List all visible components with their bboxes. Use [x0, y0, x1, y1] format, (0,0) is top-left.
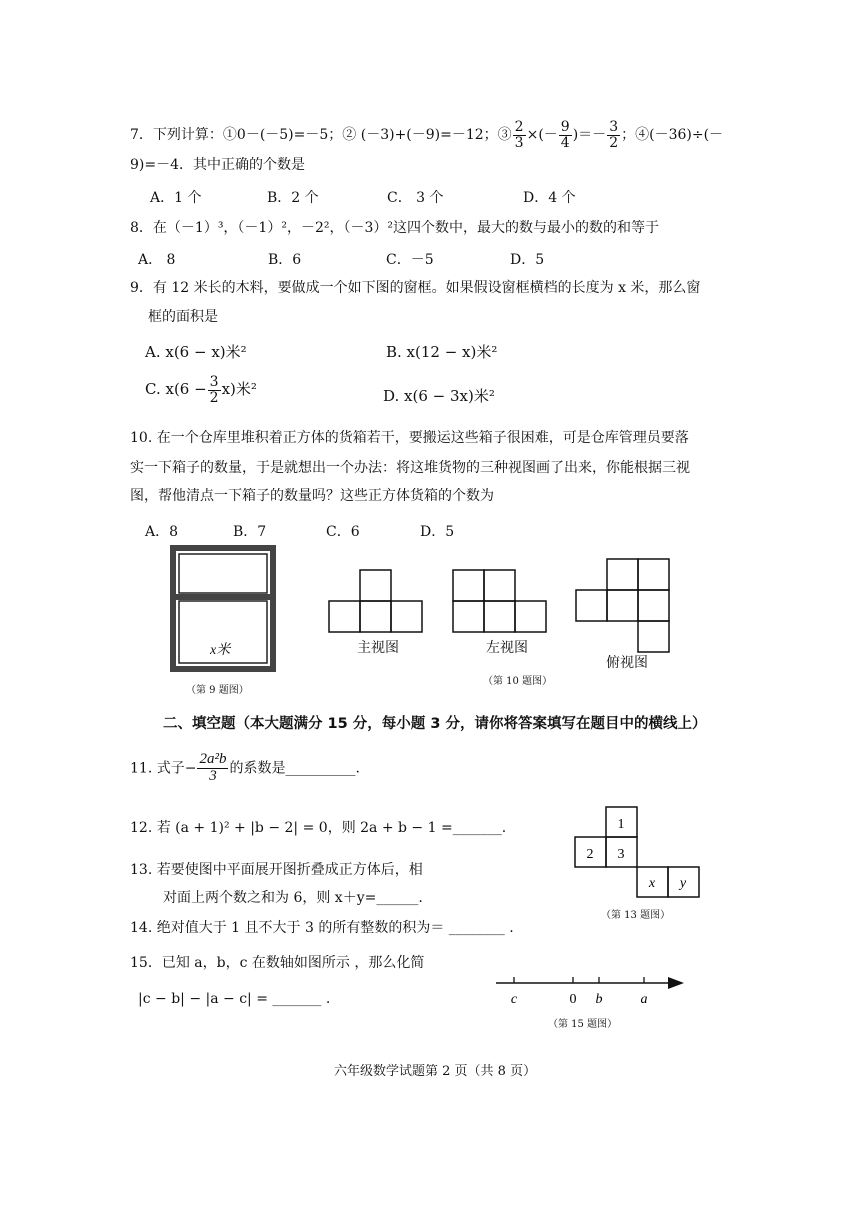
q8-option-b: B．6 [268, 252, 302, 268]
number-line-label-c: c [510, 992, 518, 1007]
section2-title: 二、填空题（本大题满分 15 分，每小题 3 分，请你将答案填写在题目中的横线上） [163, 716, 707, 732]
front-view-figure [328, 568, 426, 634]
q7-option-d: D．4 个 [523, 190, 576, 206]
q8-option-d: D．5 [510, 252, 545, 268]
q10-option-c: C．6 [326, 524, 360, 540]
q9-option-a: A. x(6 − x)米² [145, 343, 247, 361]
number-line-figure [494, 970, 686, 1010]
q7-option-a: A．1 个 [150, 190, 202, 206]
cube-net-figure [574, 805, 702, 899]
fig10-caption: （第 10 题图） [483, 676, 553, 687]
q13-line2: 对面上两个数之和为 6，则 x＋y=______. [163, 890, 423, 906]
q8-option-a: A． 8 [138, 252, 176, 268]
q10-line2: 实一下箱子的数量，于是就想出一个办法：将这堆货物的三种视图画了出来，你能根据三视 [130, 460, 690, 476]
q9-option-c-fraction: $\frac{3}{2}$ [209, 374, 219, 406]
q7-line1: 7．下列计算：①0－(－5)=－5；② (－3)+(－9)=－12；③ $\frac{2}{3}$ ×(－ $\frac{9}{4}$ )＝－ $\frac{3}{2}$ ；④(－36)÷(－ [130, 119, 724, 151]
q15-line2: |c − b| − |a − c| = _______ . [138, 991, 331, 1007]
page-footer: 六年级数学试题第 2 页（共 8 页） [334, 1064, 537, 1079]
q7-line2: 9)=－4．其中正确的个数是 [130, 157, 306, 173]
fig13-caption: （第 13 题图） [601, 910, 671, 921]
q10-line3: 图，帮他清点一下箱子的数量吗？这些正方体货箱的个数为 [130, 488, 494, 504]
top-view-label: 俯视图 [606, 655, 648, 671]
q11: 11. 式子− $\frac{\text{2a²b}}{3}$ 的系数是__________. [130, 751, 360, 784]
q8-option-c: C．－5 [386, 252, 434, 268]
q10-option-d: D．5 [420, 524, 455, 540]
net-cell-2: 2 [586, 847, 594, 862]
q7-fraction-1: $\frac{2}{3}$ [514, 119, 524, 151]
left-view-figure [452, 568, 550, 634]
q9-option-d: D. x(6 − 3x)米² [383, 387, 495, 405]
number-line-label-a: a [640, 992, 648, 1007]
number-line-label-b: b [595, 992, 603, 1007]
q9-line2: 框的面积是 [148, 309, 218, 325]
front-view-label: 主视图 [357, 640, 399, 656]
net-cell-y: y [679, 876, 687, 891]
q11-fraction: $\frac{\text{2a²b}}{3}$ [199, 751, 227, 784]
q15-line1: 15．已知 a，b，c 在数轴如图所示 ，那么化简 [130, 955, 425, 971]
number-line-label-0: 0 [569, 992, 577, 1007]
q10-option-a: A．8 [145, 524, 179, 540]
net-cell-1: 1 [617, 817, 625, 832]
q12-text: 12. 若 (a + 1)² + |b − 2| = 0，则 2a + b − 1 =_______. [130, 820, 507, 836]
net-cell-x: x [648, 876, 656, 891]
fig9-caption: （第 9 题图） [186, 685, 249, 696]
q7-lead: 7．下列计算：①0－(－5)=－5；② (－3)+(－9)=－12；③ [130, 127, 512, 144]
window-label: x米 [210, 643, 231, 658]
q14-text: 14. 绝对值大于 1 且不大于 3 的所有整数的积为＝ ________ . [130, 920, 514, 936]
q13-line1: 13. 若要使图中平面展开图折叠成正方体后，相 [130, 862, 423, 878]
q7-fraction-3: $\frac{3}{2}$ [609, 119, 619, 151]
q10-line1: 10. 在一个仓库里堆积着正方体的货箱若干，要搬运这些箱子很困难，可是仓库管理员要落 [130, 430, 689, 446]
q10-option-b: B．7 [233, 524, 267, 540]
q8-text: 8．在（－1）³，（－1）²，－2²，（－3）²这四个数中，最大的数与最小的数的和等于 [130, 220, 659, 236]
q9-option-c: C. x(6 − $\frac{3}{2}$ x)米² [145, 374, 257, 406]
fig15-caption: （第 15 题图） [548, 1019, 618, 1030]
q7-fraction-2: $\frac{9}{4}$ [560, 119, 570, 151]
q9-option-b: B. x(12 − x)米² [386, 343, 498, 361]
q9-line1: 9．有 12 米长的木料，要做成一个如下图的窗框。如果假设窗框横档的长度为 x 米，那么窗 [130, 280, 701, 296]
left-view-label: 左视图 [486, 640, 528, 656]
q7-option-c: C． 3 个 [387, 190, 444, 206]
top-view-figure [575, 557, 673, 653]
q7-option-b: B．2 个 [267, 190, 319, 206]
net-cell-3: 3 [617, 847, 625, 862]
